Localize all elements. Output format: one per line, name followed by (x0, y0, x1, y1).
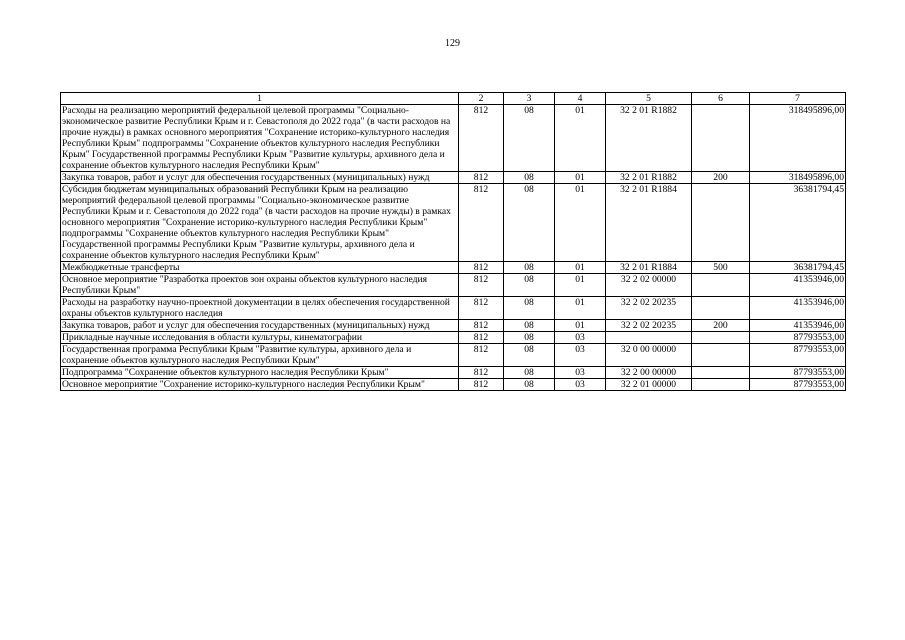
expense-name: Межбюджетные трансферты (61, 262, 459, 274)
column-header: 6 (692, 93, 750, 105)
section-code: 08 (504, 367, 555, 379)
expense-type-code (692, 332, 750, 344)
expense-type-code (692, 274, 750, 297)
target-code: 32 2 00 00000 (606, 367, 692, 379)
target-code: 32 2 02 20235 (606, 297, 692, 320)
expense-name: Субсидия бюджетам муниципальных образований Республики Крым на реализацию мероприятий федеральной целевой программы "Социально-экономическое развитие Республики Крым и г. Севастополя до 2022 года" (в части расходов на прочие нужды) в рамках основного мероприятия "Сохранение историко-культурного наследия Республики Крым" подпрограммы "Сохранение объектов культурного наследия Республики Крым" Государственной программы Республики Крым "Развитие культуры, архивного дела и сохранение объектов культурного наследия Республики Крым" (61, 184, 459, 262)
section-code: 08 (504, 297, 555, 320)
section-code: 08 (504, 262, 555, 274)
table-row (61, 274, 846, 297)
column-header: 7 (750, 93, 846, 105)
target-code: 32 2 02 20235 (606, 320, 692, 332)
section-code: 08 (504, 379, 555, 391)
table-row (61, 184, 846, 262)
expense-type-code: 500 (692, 262, 750, 274)
expense-name: Расходы на разработку научно-проектной документации в целях обеспечения государственной охраны объектов культурного наследия (61, 297, 459, 320)
amount: 41353946,00 (750, 320, 846, 332)
table-row (61, 105, 846, 172)
expense-type-code (692, 344, 750, 367)
expense-type-code (692, 379, 750, 391)
subsection-code: 01 (555, 184, 606, 262)
target-code: 32 2 01 R1884 (606, 262, 692, 274)
ministry-code: 812 (459, 105, 504, 172)
ministry-code: 812 (459, 379, 504, 391)
table-row (61, 320, 846, 332)
page-number: 129 (445, 38, 460, 49)
section-code: 08 (504, 274, 555, 297)
ministry-code: 812 (459, 344, 504, 367)
subsection-code: 01 (555, 105, 606, 172)
expense-type-code: 200 (692, 320, 750, 332)
expense-name: Закупка товаров, работ и услуг для обеспечения государственных (муниципальных) нужд (61, 172, 459, 184)
amount: 87793553,00 (750, 379, 846, 391)
target-code: 32 2 01 R1882 (606, 172, 692, 184)
target-code: 32 2 01 00000 (606, 379, 692, 391)
amount: 87793553,00 (750, 332, 846, 344)
ministry-code: 812 (459, 297, 504, 320)
section-code: 08 (504, 105, 555, 172)
amount: 41353946,00 (750, 274, 846, 297)
amount: 87793553,00 (750, 367, 846, 379)
amount: 318495896,00 (750, 105, 846, 172)
section-code: 08 (504, 344, 555, 367)
expense-name: Прикладные научные исследования в области культуры, кинематографии (61, 332, 459, 344)
target-code (606, 332, 692, 344)
subsection-code: 03 (555, 332, 606, 344)
subsection-code: 01 (555, 172, 606, 184)
subsection-code: 01 (555, 274, 606, 297)
ministry-code: 812 (459, 172, 504, 184)
column-header: 3 (504, 93, 555, 105)
amount: 318495896,00 (750, 172, 846, 184)
expense-name: Основное мероприятие "Разработка проектов зон охраны объектов культурного наследия Республики Крым" (61, 274, 459, 297)
expense-type-code (692, 297, 750, 320)
expense-name: Закупка товаров, работ и услуг для обеспечения государственных (муниципальных) нужд (61, 320, 459, 332)
target-code: 32 2 01 R1882 (606, 105, 692, 172)
table-row (61, 379, 846, 391)
table-row (61, 297, 846, 320)
table-row (61, 344, 846, 367)
amount: 36381794,45 (750, 184, 846, 262)
section-code: 08 (504, 332, 555, 344)
target-code: 32 2 01 R1884 (606, 184, 692, 262)
target-code: 32 0 00 00000 (606, 344, 692, 367)
column-header: 2 (459, 93, 504, 105)
expense-type-code (692, 105, 750, 172)
table-row (61, 367, 846, 379)
expense-name: Государственная программа Республики Крым "Развитие культуры, архивного дела и сохранение объектов культурного наследия Республики Крым" (61, 344, 459, 367)
section-code: 08 (504, 184, 555, 262)
section-code: 08 (504, 172, 555, 184)
subsection-code: 03 (555, 344, 606, 367)
section-code: 08 (504, 320, 555, 332)
ministry-code: 812 (459, 184, 504, 262)
expense-type-code (692, 184, 750, 262)
subsection-code: 01 (555, 297, 606, 320)
expense-name: Подпрограмма "Сохранение объектов культурного наследия Республики Крым" (61, 367, 459, 379)
ministry-code: 812 (459, 367, 504, 379)
amount: 41353946,00 (750, 297, 846, 320)
table-row (61, 172, 846, 184)
subsection-code: 03 (555, 379, 606, 391)
expense-name: Расходы на реализацию мероприятий федеральной целевой программы "Социально-экономическое развитие Республики Крым и г. Севастополя до 2022 года" (в части расходов на прочие нужды) в рамках основного мероприятия "Сохранение историко-культурного наследия Республики Крым" подпрограммы "Сохранение объектов культурного наследия Республики Крым" Государственной программы Республики Крым "Развитие культуры, архивного дела и сохранение объектов культурного наследия Республики Крым" (61, 105, 459, 172)
subsection-code: 01 (555, 262, 606, 274)
table-row (61, 332, 846, 344)
expense-type-code (692, 367, 750, 379)
ministry-code: 812 (459, 262, 504, 274)
header-row (61, 93, 846, 105)
column-header: 5 (606, 93, 692, 105)
subsection-code: 01 (555, 320, 606, 332)
expense-name: Основное мероприятие "Сохранение историко-культурного наследия Республики Крым" (61, 379, 459, 391)
table-row (61, 262, 846, 274)
ministry-code: 812 (459, 332, 504, 344)
amount: 87793553,00 (750, 344, 846, 367)
target-code: 32 2 02 00000 (606, 274, 692, 297)
ministry-code: 812 (459, 274, 504, 297)
column-header: 1 (61, 93, 459, 105)
budget-table (60, 92, 846, 391)
subsection-code: 03 (555, 367, 606, 379)
ministry-code: 812 (459, 320, 504, 332)
amount: 36381794,45 (750, 262, 846, 274)
expense-type-code: 200 (692, 172, 750, 184)
column-header: 4 (555, 93, 606, 105)
